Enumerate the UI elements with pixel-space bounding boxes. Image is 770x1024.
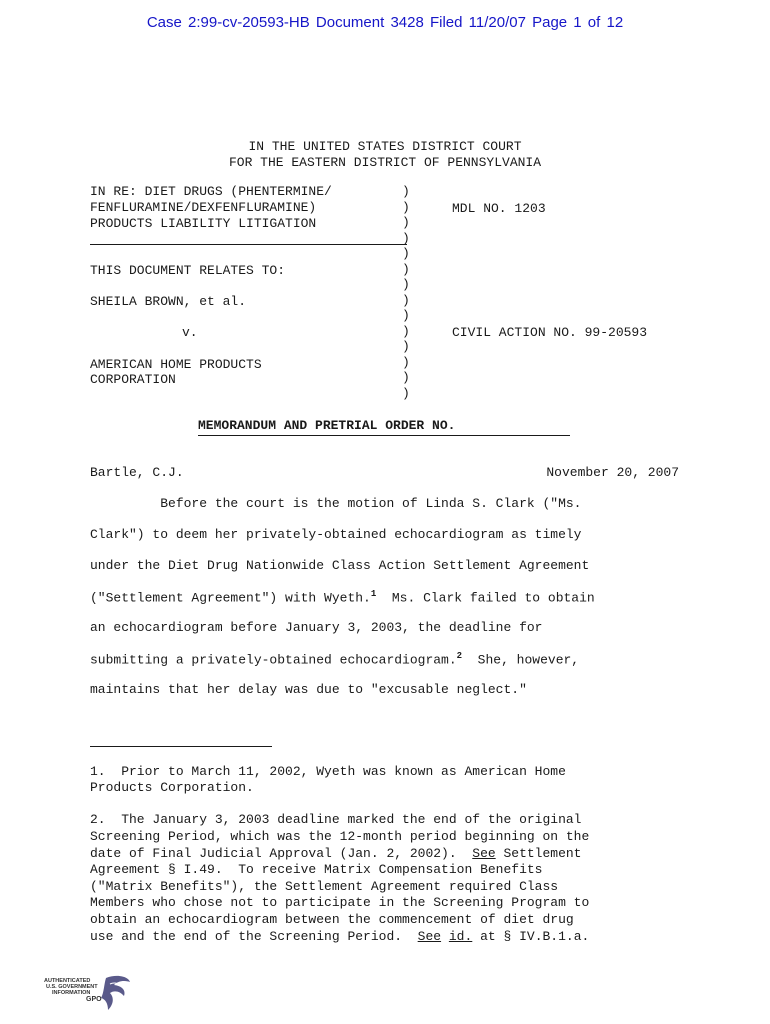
- body-line: Clark") to deem her privately-obtained echocardiogram as timely: [90, 527, 582, 542]
- civil-action-number: CIVIL ACTION NO. 99-20593: [452, 325, 648, 340]
- citation-see: See: [472, 846, 496, 861]
- footnote-2-line: 2. The January 3, 2003 deadline marked the end of the original: [90, 812, 582, 827]
- citation-see: See: [417, 929, 442, 944]
- body-text: ("Settlement Agreement") with Wyeth.: [90, 590, 371, 606]
- order-date: November 20, 2007: [546, 465, 679, 480]
- caption-paren-column: ) ) ) ) ) ) ) ) ) ) ) ) ) ): [402, 184, 410, 401]
- citation-id: id.: [448, 929, 473, 944]
- footnote-1-line: 1. Prior to March 11, 2002, Wyeth was known as American Home: [90, 764, 566, 779]
- footnote-ref-1[interactable]: 1: [370, 589, 377, 599]
- footnote-2-line: ("Matrix Benefits"), the Settlement Agreement required Class: [90, 879, 559, 894]
- court-name-line2: FOR THE EASTERN DISTRICT OF PENNSYLVANIA: [228, 155, 542, 170]
- caption-line-8: CORPORATION: [90, 372, 176, 387]
- body-text: She, however,: [462, 652, 580, 668]
- caption-line-1: IN RE: DIET DRUGS (PHENTERMINE/: [90, 184, 332, 199]
- memorandum-title: MEMORANDUM AND PRETRIAL ORDER NO.: [198, 418, 570, 436]
- footnote-1-line: Products Corporation.: [90, 780, 254, 795]
- body-line: [90, 651, 579, 667]
- footnote-text: Settlement: [495, 846, 582, 861]
- mdl-number: MDL NO. 1203: [452, 201, 546, 216]
- footnote-text: at § IV.B.1.a.: [472, 929, 590, 944]
- caption-line-4: THIS DOCUMENT RELATES TO:: [90, 263, 286, 278]
- footnote-ref-2[interactable]: 2: [456, 651, 463, 661]
- caption-line-2: FENFLURAMINE/DEXFENFLURAMINE): [90, 200, 317, 215]
- caption-line-5: SHEILA BROWN, et al.: [90, 294, 247, 309]
- body-line: [90, 589, 595, 605]
- body-line: an echocardiogram before January 3, 2003, the deadline for: [90, 620, 543, 635]
- footnote-2-line: Screening Period, which was the 12-month period beginning on the: [90, 829, 590, 844]
- case-header-stamp: Case 2:99-cv-20593-HB Document 3428 Filed 11/20/07 Page 1 of 12: [146, 14, 624, 31]
- gpo-text-line: INFORMATION: [52, 990, 91, 996]
- body-text: Ms. Clark failed to obtain: [376, 590, 595, 606]
- court-name-line1: IN THE UNITED STATES DISTRICT COURT: [248, 139, 522, 154]
- footnote-text: [441, 929, 449, 944]
- body-line: under the Diet Drug Nationwide Class Action Settlement Agreement: [90, 558, 590, 573]
- footnote-text: use and the end of the Screening Period.: [90, 929, 418, 944]
- body-line: Before the court is the motion of Linda S. Clark ("Ms.: [90, 496, 582, 511]
- caption-line-3: PRODUCTS LIABILITY LITIGATION: [90, 216, 317, 231]
- gpo-text-line: AUTHENTICATED: [44, 978, 91, 984]
- caption-divider: [90, 244, 407, 245]
- judge-name: Bartle, C.J.: [90, 465, 184, 480]
- body-line: maintains that her delay was due to "excusable neglect.": [90, 682, 527, 697]
- footnote-2-line: [90, 929, 589, 946]
- footnote-2-line: Agreement § I.49. To receive Matrix Compensation Benefits: [90, 862, 543, 877]
- footnote-text: date of Final Judicial Approval (Jan. 2, 2002).: [90, 846, 473, 861]
- gpo-text-line: U.S. GOVERNMENT: [46, 984, 98, 990]
- footnote-2-line: obtain an echocardiogram between the commencement of diet drug: [90, 912, 574, 927]
- caption-versus: v.: [182, 325, 198, 340]
- gpo-text-line: GPO: [86, 996, 102, 1003]
- body-text: submitting a privately-obtained echocardiogram.: [90, 652, 457, 668]
- footnote-2-line: [90, 846, 582, 863]
- caption-line-7: AMERICAN HOME PRODUCTS: [90, 357, 262, 372]
- footnote-divider: [90, 746, 272, 747]
- footnote-2-line: Members who chose not to participate in the Screening Program to: [90, 895, 590, 910]
